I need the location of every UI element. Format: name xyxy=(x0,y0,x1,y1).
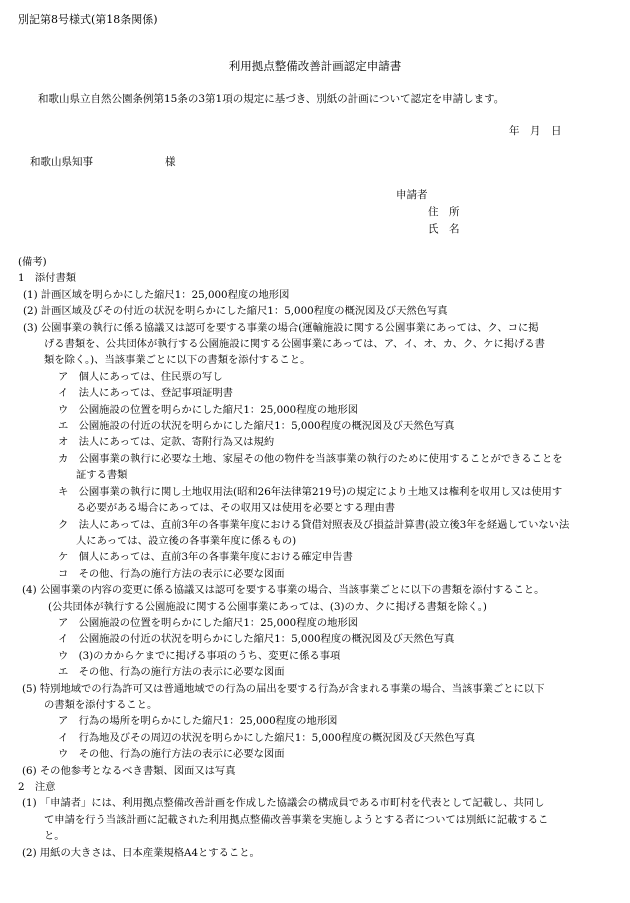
form-number: 別記第8号様式(第18条関係) xyxy=(18,13,158,26)
list-item: (6) その他参考となるべき書類、図面又は写真 xyxy=(22,764,236,777)
list-item-cont: の書類を添付すること。 xyxy=(44,698,158,711)
list-item: (1) 「申請者」には、利用拠点整備改善計画を作成した協議会の構成員である市町村を代表として記載し、共同し xyxy=(22,797,545,810)
address-label: 住 所 xyxy=(428,205,460,218)
sub-item-cont: る必要がある場合にあっては、その収用又は使用を必要とする理由書 xyxy=(76,502,396,515)
list-item-cont: て申請を行う当該計画に記載された利用拠点整備改善事業を実施しようとする者については別紙に記載するこ xyxy=(44,813,549,826)
sub-item: コ その他、行為の施行方法の表示に必要な図面 xyxy=(58,567,285,580)
sub-item-cont: 人にあっては、設立後の各事業年度に係るもの) xyxy=(76,534,297,547)
list-item: (3) 公園事業の執行に係る協議又は認可を要する事業の場合(運輸施設に関する公園事業にあっては、ク、コに掲 xyxy=(23,321,539,334)
list-item: (1) 計画区域を明らかにした縮尺1：25,000程度の地形図 xyxy=(23,288,290,301)
sub-item-cont: 証する書類 xyxy=(76,469,128,482)
notes-section xyxy=(18,254,618,861)
governor-title: 和歌山県知事 xyxy=(30,156,93,168)
sub-item: エ 公園施設の付近の状況を明らかにした縮尺1：5,000程度の概況図及び天然色写真 xyxy=(58,420,455,433)
sub-item: ウ 公園施設の位置を明らかにした縮尺1：25,000程度の地形図 xyxy=(58,403,359,416)
list-item-cont: と。 xyxy=(44,830,65,843)
sub-item: イ 行為地及びその周辺の状況を明らかにした縮尺1：5,000程度の概況図及び天然色写真 xyxy=(58,731,476,744)
section-cautions: 2 注意 xyxy=(18,781,56,793)
list-item-cont: (公共団体が執行する公園施設に関する公園事業にあっては、(3)のカ、クに掲げる書類を除く。) xyxy=(48,600,487,613)
sub-item: ク 法人にあっては、直前3年の各事業年度における貸借対照表及び損益計算書(設立後3年を経過していない法 xyxy=(58,518,570,531)
date-line: 年 月 日 xyxy=(509,125,562,137)
sub-item: ウ その他、行為の施行方法の表示に必要な図面 xyxy=(58,748,285,761)
document-title: 利用拠点整備改善計画認定申請書 xyxy=(228,59,402,73)
sub-item: ア 行為の場所を明らかにした縮尺1：25,000程度の地形図 xyxy=(58,715,338,728)
list-item: (2) 用紙の大きさは、日本産業規格A4とすること。 xyxy=(22,846,260,859)
list-item: (5) 特別地域での行為許可又は普通地域での行為の届出を要する行為が含まれる事業の場合、当該事業ごとに以下 xyxy=(22,682,545,695)
sub-item: ア 公園施設の位置を明らかにした縮尺1：25,000程度の地形図 xyxy=(58,616,359,629)
applicant-block xyxy=(396,188,460,237)
sub-item: オ 法人にあっては、定款、寄附行為又は規約 xyxy=(58,436,275,449)
sub-item: キ 公園事業の執行に関し土地収用法(昭和26年法律第219号)の規定により土地又は権利を収用し又は使用す xyxy=(58,485,563,498)
sub-item: ア 個人にあっては、住民票の写し xyxy=(58,370,223,383)
sub-item: カ 公園事業の執行に必要な土地、家屋その他の物件を当該事業の執行のために使用することができることを xyxy=(58,452,563,465)
list-item-cont: げる書類を、公共団体が執行する公園施設に関する公園事業にあっては、ア、イ、オ、カ、ク、ケに掲げる書 xyxy=(44,338,545,351)
list-item: (4) 公園事業の内容の変更に係る協議又は認可を要する事業の場合、当該事業ごとに以下の書類を添付すること。 xyxy=(22,584,545,597)
section-attachments: 1 添付書類 xyxy=(18,272,77,285)
list-item: (2) 計画区域及びその付近の状況を明らかにした縮尺1：5,000程度の概況図及び天然色写真 xyxy=(23,305,448,318)
addressee xyxy=(30,155,176,171)
name-label: 氏 名 xyxy=(428,222,460,235)
applicant-label: 申請者 xyxy=(396,189,428,201)
sub-item: エ その他、行為の施行方法の表示に必要な図面 xyxy=(58,666,285,679)
sub-item: ケ 個人にあっては、直前3年の各事業年度における確定申告書 xyxy=(58,551,353,564)
list-item-cont: 類を除く。)、当該事業ごとに以下の書類を添付すること。 xyxy=(44,354,311,367)
notes-heading: (備考) xyxy=(18,256,47,268)
honorific: 様 xyxy=(165,156,176,168)
intro-text: 和歌山県立自然公園条例第15条の3第1項の規定に基づき、別紙の計画について認定を申請します。 xyxy=(38,93,505,105)
sub-item: ウ (3)のカからケまでに掲げる事項のうち、変更に係る事項 xyxy=(58,649,341,662)
sub-item: イ 法人にあっては、登記事項証明書 xyxy=(58,387,233,400)
sub-item: イ 公園施設の付近の状況を明らかにした縮尺1：5,000程度の概況図及び天然色写真 xyxy=(58,633,455,646)
